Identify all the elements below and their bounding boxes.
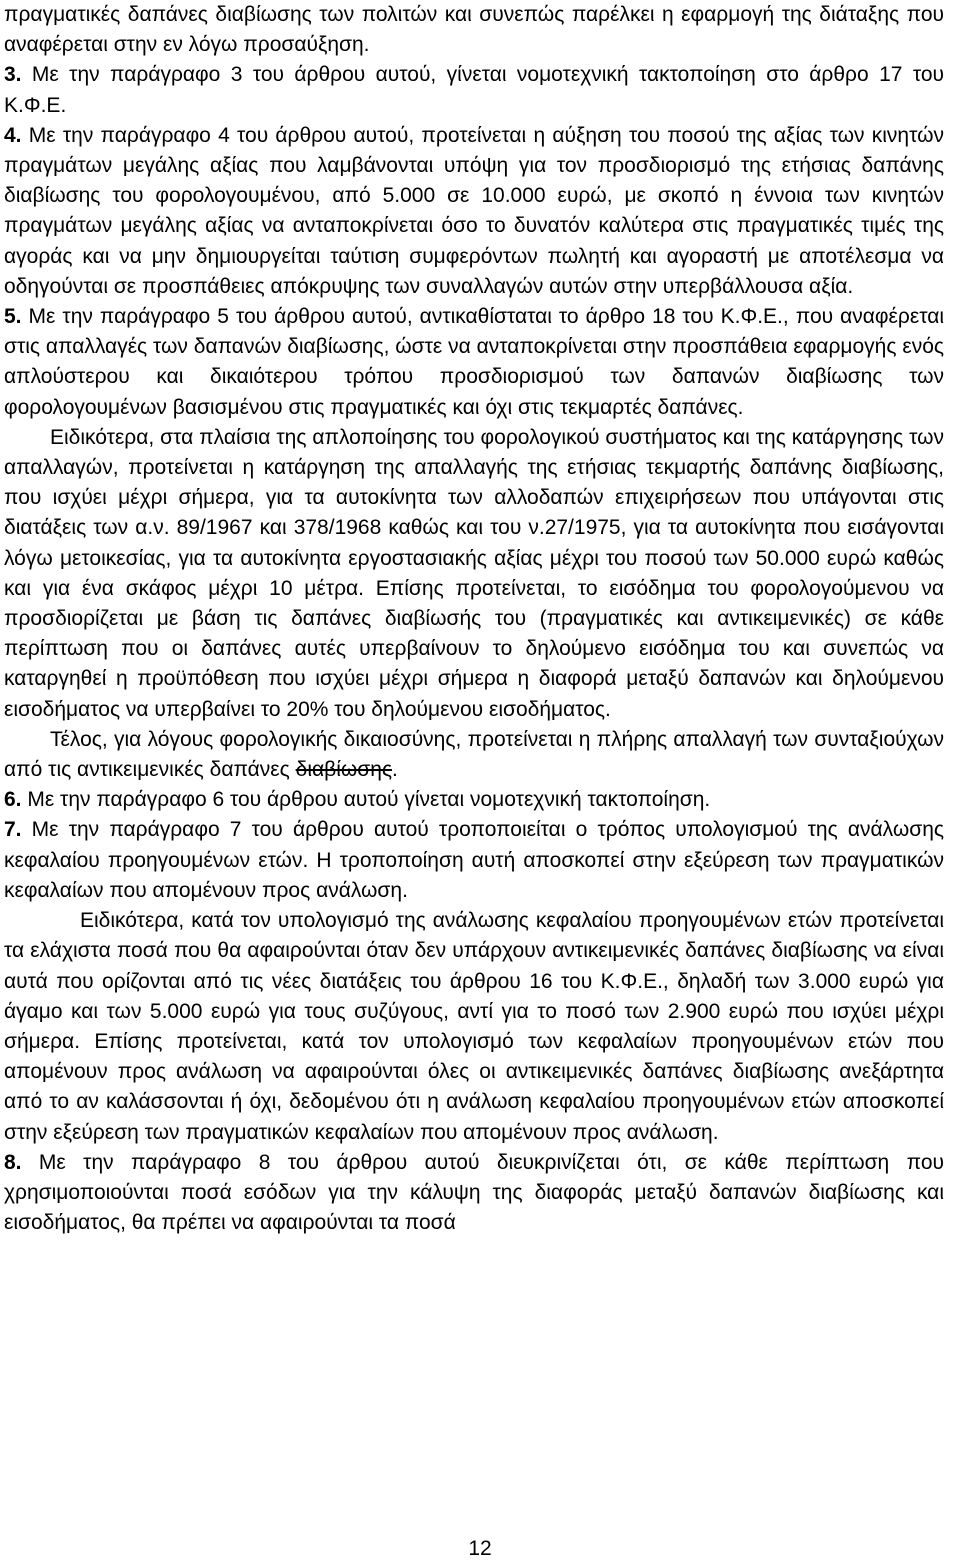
paragraph-6-number: 6. — [4, 788, 22, 812]
paragraph-5-text: Με την παράγραφο 5 του άρθρου αυτού, αντικαθίσταται το άρθρο 18 του Κ.Φ.Ε., που αναφέρεται στις απαλλαγές των δαπανών διαβίωσης, ώστε να ανταποκρίνεται στην προσπάθεια εφαρμογής ενός απλούστερου και δικαιότερου τρόπου προσδιορισμού των δαπανών διαβίωσης των φορολογουμένων βασισμένου στις πραγματικές και όχι στις τεκμαρτές δαπάνες. — [4, 305, 944, 419]
paragraph-3-number: 3. — [4, 63, 22, 87]
paragraph-5-continuation-text: Ειδικότερα, στα πλαίσια της απλοποίησης του φορολογικού συστήματος και της κατάργησης των απαλλαγών, προτείνεται η κατάργηση της απαλλαγής της ετήσιας τεκμαρτής δαπάνης διαβίωσης, που ισχύει μέχρι σήμερα, για τα αυτοκίνητα των αλλοδαπών επιχειρήσεων που υπάγονται στις διατάξεις των α.ν. 89/1967 και 378/1968 καθώς και του ν.27/1975, για τα αυτοκίνητα που εισάγονται λόγω μετοικεσίας, για τα αυτοκίνητα εργοστασιακής αξίας μέχρι του ποσού των 50.000 ευρώ καθώς και για ένα σκάφος μέχρι 10 μέτρα. Επίσης προτείνεται, το εισόδημα του φορολογούμενου να προσδιορίζεται με βάση τις δαπάνες διαβίωσής του (πραγματικές και αντικειμενικές) σε κάθε περίπτωση που οι δαπάνες αυτές υπερβαίνουν το δηλούμενο εισόδημα του και συνεπώς να καταργηθεί η προϋπόθεση που ισχύει μέχρι σήμερα η διαφορά μεταξύ δαπανών και δηλούμενου εισοδήματος να υπερβαίνει το 20% του δηλούμενου εισοδήματος. — [4, 425, 944, 721]
paragraph-5-final — [4, 725, 944, 785]
paragraph-8 — [4, 1148, 944, 1239]
paragraph-4-text: Με την παράγραφο 4 του άρθρου αυτού, προτείνεται η αύξηση του ποσού της αξίας των κινητών πραγμάτων μεγάλης αξίας που λαμβάνονται υπόψη για τον προσδιορισμό της ετήσιας δαπάνης διαβίωσης του φορολογουμένου, από 5.000 σε 10.000 ευρώ, με σκοπό η έννοια των κινητών πραγμάτων μεγάλης αξίας να ανταποκρίνεται όσο το δυνατόν καλύτερα στις πραγματικές τιμές της αγοράς και να μην δημιουργείται ταύτιση συμφερόντων πωλητή και αγοραστή με αποτέλεσμα να οδηγούνται σε προσπάθειες απόκρυψης των συναλλαγών αυτών στην υπερβάλλουσα αξία. — [4, 123, 944, 298]
paragraph-5-number: 5. — [4, 305, 22, 329]
paragraph-intro-text: πραγματικές δαπάνες διαβίωσης των πολιτών και συνεπώς παρέλκει η εφαρμογή της διάταξης που αναφέρεται στην εν λόγω προσαύξηση. — [4, 3, 944, 57]
struck-word: διαβίωσης — [295, 758, 393, 782]
paragraph-7-continuation — [4, 906, 944, 1148]
paragraph-8-text: Με την παράγραφο 8 του άρθρου αυτού διευκρινίζεται ότι, σε κάθε περίπτωση που χρησιμοποιούνται ποσά εσόδων για την κάλυψη της διαφοράς μεταξύ δαπανών διαβίωσης και εισοδήματος, θα πρέπει να αφαιρούνται τα ποσά — [4, 1150, 944, 1235]
paragraph-6-text: Με την παράγραφο 6 του άρθρου αυτού γίνεται νομοτεχνική τακτοποίηση. — [21, 788, 711, 812]
paragraph-7 — [4, 815, 944, 906]
paragraph-8-number: 8. — [4, 1150, 22, 1174]
paragraph-7-continuation-text: Ειδικότερα, κατά τον υπολογισμό της ανάλωσης κεφαλαίου προηγουμένων ετών προτείνεται τα ελάχιστα ποσά που θα αφαιρούνται όταν δεν υπάρχουν αντικειμενικές δαπάνες διαβίωσης να είναι αυτά που ορίζονται από τις νέες διατάξεις του άρθρου 16 του Κ.Φ.Ε., δηλαδή των 3.000 ευρώ για άγαμο και των 5.000 ευρώ για τους συζύγους, αντί για το ποσό των 2.900 ευρώ που ισχύει μέχρι σήμερα. Επίσης προτείνεται, κατά τον υπολογισμό των κεφαλαίων προηγουμένων ετών που απομένουν προς ανάλωση να αφαιρούνται όλες οι αντικειμενικές δαπάνες διαβίωσης ανεξάρτητα από το αν καλάσσονται ή όχι, δεδομένου ότι η ανάλωση κεφαλαίου προηγουμένων ετών αποσκοπεί στην εξεύρεση των πραγματικών κεφαλαίων που απομένουν προς ανάλωση. — [4, 909, 944, 1144]
paragraph-5 — [4, 302, 944, 423]
paragraph-5-final-end: . — [392, 758, 398, 782]
paragraph-7-text: Με την παράγραφο 7 του άρθρου αυτού τροποποιείται ο τρόπος υπολογισμού της ανάλωσης κεφαλαίου προηγουμένων ετών. Η τροποποίηση αυτή αποσκοπεί στην εξεύρεση των πραγματικών κεφαλαίων που απομένουν προς ανάλωση. — [4, 818, 944, 902]
paragraph-4-number: 4. — [4, 123, 22, 147]
paragraph-7-number: 7. — [4, 818, 22, 842]
paragraph-3 — [4, 60, 944, 120]
paragraph-6 — [4, 785, 944, 815]
paragraph-5-continuation — [4, 423, 944, 725]
paragraph-3-text: Με την παράγραφο 3 του άρθρου αυτού, γίνεται νομοτεχνική τακτοποίηση στο άρθρο 17 του Κ.Φ.Ε. — [4, 63, 944, 117]
document-page — [4, 0, 944, 1238]
paragraph-5-final-text: Τέλος, για λόγους φορολογικής δικαιοσύνης, προτείνεται η πλήρης απαλλαγή των συνταξιούχων από τις αντικειμενικές δαπάνες — [4, 727, 944, 782]
page-number: 12 — [468, 1537, 492, 1560]
paragraph-4 — [4, 121, 944, 302]
paragraph-intro — [4, 0, 944, 60]
